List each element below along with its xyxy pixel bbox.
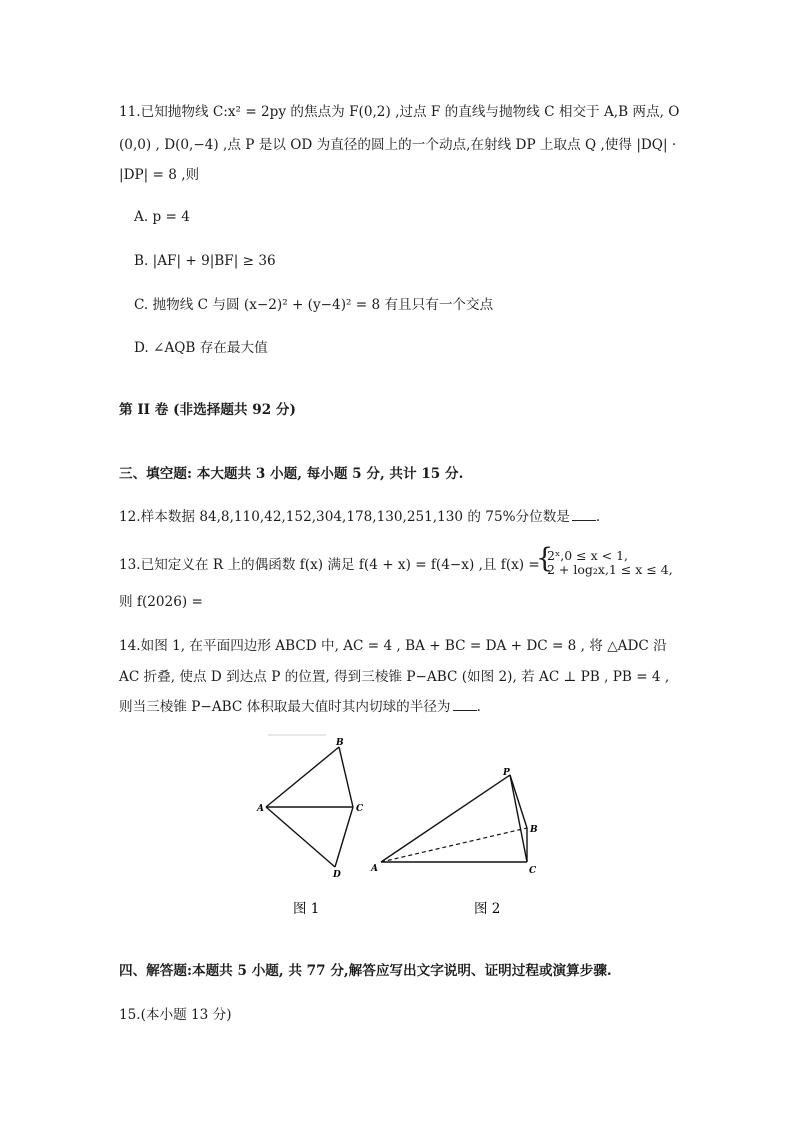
q11-stem-line1: 11.已知抛物线 C:x² = 2py 的焦点为 F(0,2) ,过点 F 的直线与抛物线 C 相交于 A,B 两点, O xyxy=(119,104,680,120)
fig1-edge-ab xyxy=(266,747,339,807)
q12-text: 12.样本数据 84,8,110,42,152,304,178,130,251,130 的 75%分位数是 xyxy=(119,509,570,525)
fig1-label-b: B xyxy=(336,738,344,748)
fig2-label-b: B xyxy=(530,825,538,835)
q14-answer-blank xyxy=(453,698,477,711)
q12-answer-blank xyxy=(572,508,596,521)
q11-option-b: B. |AF| + 9|BF| ≥ 36 xyxy=(134,253,276,269)
part2-heading: 第 II 卷 (非选择题共 92 分) xyxy=(119,402,296,418)
q14-line3-text: 则当三棱锥 P−ABC 体积取最大值时其内切球的半径为 xyxy=(119,699,451,715)
q13-case-1: 2ˣ,0 ≤ x < 1, xyxy=(547,548,628,563)
section4-heading: 四、解答题:本题共 5 小题, 共 77 分,解答应写出文字说明、证明过程或演算步骤. xyxy=(119,963,612,979)
fig1-label-c: C xyxy=(356,804,364,814)
q11-stem-line3: |DP| = 8 ,则 xyxy=(119,167,200,183)
figure-1 xyxy=(256,738,364,880)
q14-stem-line3 xyxy=(119,698,481,716)
fig2-label-c: C xyxy=(529,866,537,876)
q13-case-2: 2 + log₂x,1 ≤ x ≤ 4, xyxy=(547,562,673,577)
fig2-label-a: A xyxy=(371,864,378,874)
q12-stem xyxy=(119,508,600,526)
q11-option-d: D. ∠AQB 存在最大值 xyxy=(134,340,268,356)
q13-stem-line2: 则 f(2026) = xyxy=(119,594,203,610)
q12-end: . xyxy=(595,509,601,525)
q14-stem-line1: 14.如图 1, 在平面四边形 ABCD 中, AC = 4 , BA + BC = DA + DC = 8 , 将 △ADC 沿 xyxy=(119,638,667,654)
q15-heading: 15.(本小题 13 分) xyxy=(119,1007,232,1023)
fig2-edge-ab-hidden xyxy=(381,828,527,862)
q13-stem-prefix: 13.已知定义在 R 上的偶函数 f(x) 满足 f(4 + x) = f(4−x) ,且 f(x) = xyxy=(119,557,540,573)
fig2-label-p: P xyxy=(503,768,510,778)
q13-piecewise-brace: { xyxy=(536,543,554,574)
section3-heading: 三、填空题: 本大题共 3 小题, 每小题 5 分, 共计 15 分. xyxy=(119,466,464,482)
fig1-label-d: D xyxy=(333,870,341,880)
fig1-edge-cd xyxy=(335,807,353,867)
q11-option-c: C. 抛物线 C 与圆 (x−2)² + (y−4)² = 8 有且只有一个交点 xyxy=(134,297,494,313)
fig2-caption: 图 2 xyxy=(474,901,501,917)
q14-stem-line2: AC 折叠, 使点 D 到达点 P 的位置, 得到三棱锥 P−ABC (如图 2), 若 AC ⊥ PB , PB = 4 , xyxy=(119,669,670,685)
fig1-edge-ad xyxy=(266,807,335,867)
figure-2 xyxy=(370,768,538,876)
figures-area xyxy=(0,730,794,970)
fig1-caption: 图 1 xyxy=(293,901,320,917)
fig2-edge-ap xyxy=(381,775,510,862)
q11-stem-line2: (0,0) , D(0,−4) ,点 P 是以 OD 为直径的圆上的一个动点,在射线 DP 上取点 Q ,使得 |DQ| · xyxy=(119,137,677,153)
fig1-label-a: A xyxy=(257,804,264,814)
fig1-edge-bc xyxy=(339,747,353,807)
q11-option-a: A. p = 4 xyxy=(134,209,190,225)
q14-end: . xyxy=(476,699,481,715)
